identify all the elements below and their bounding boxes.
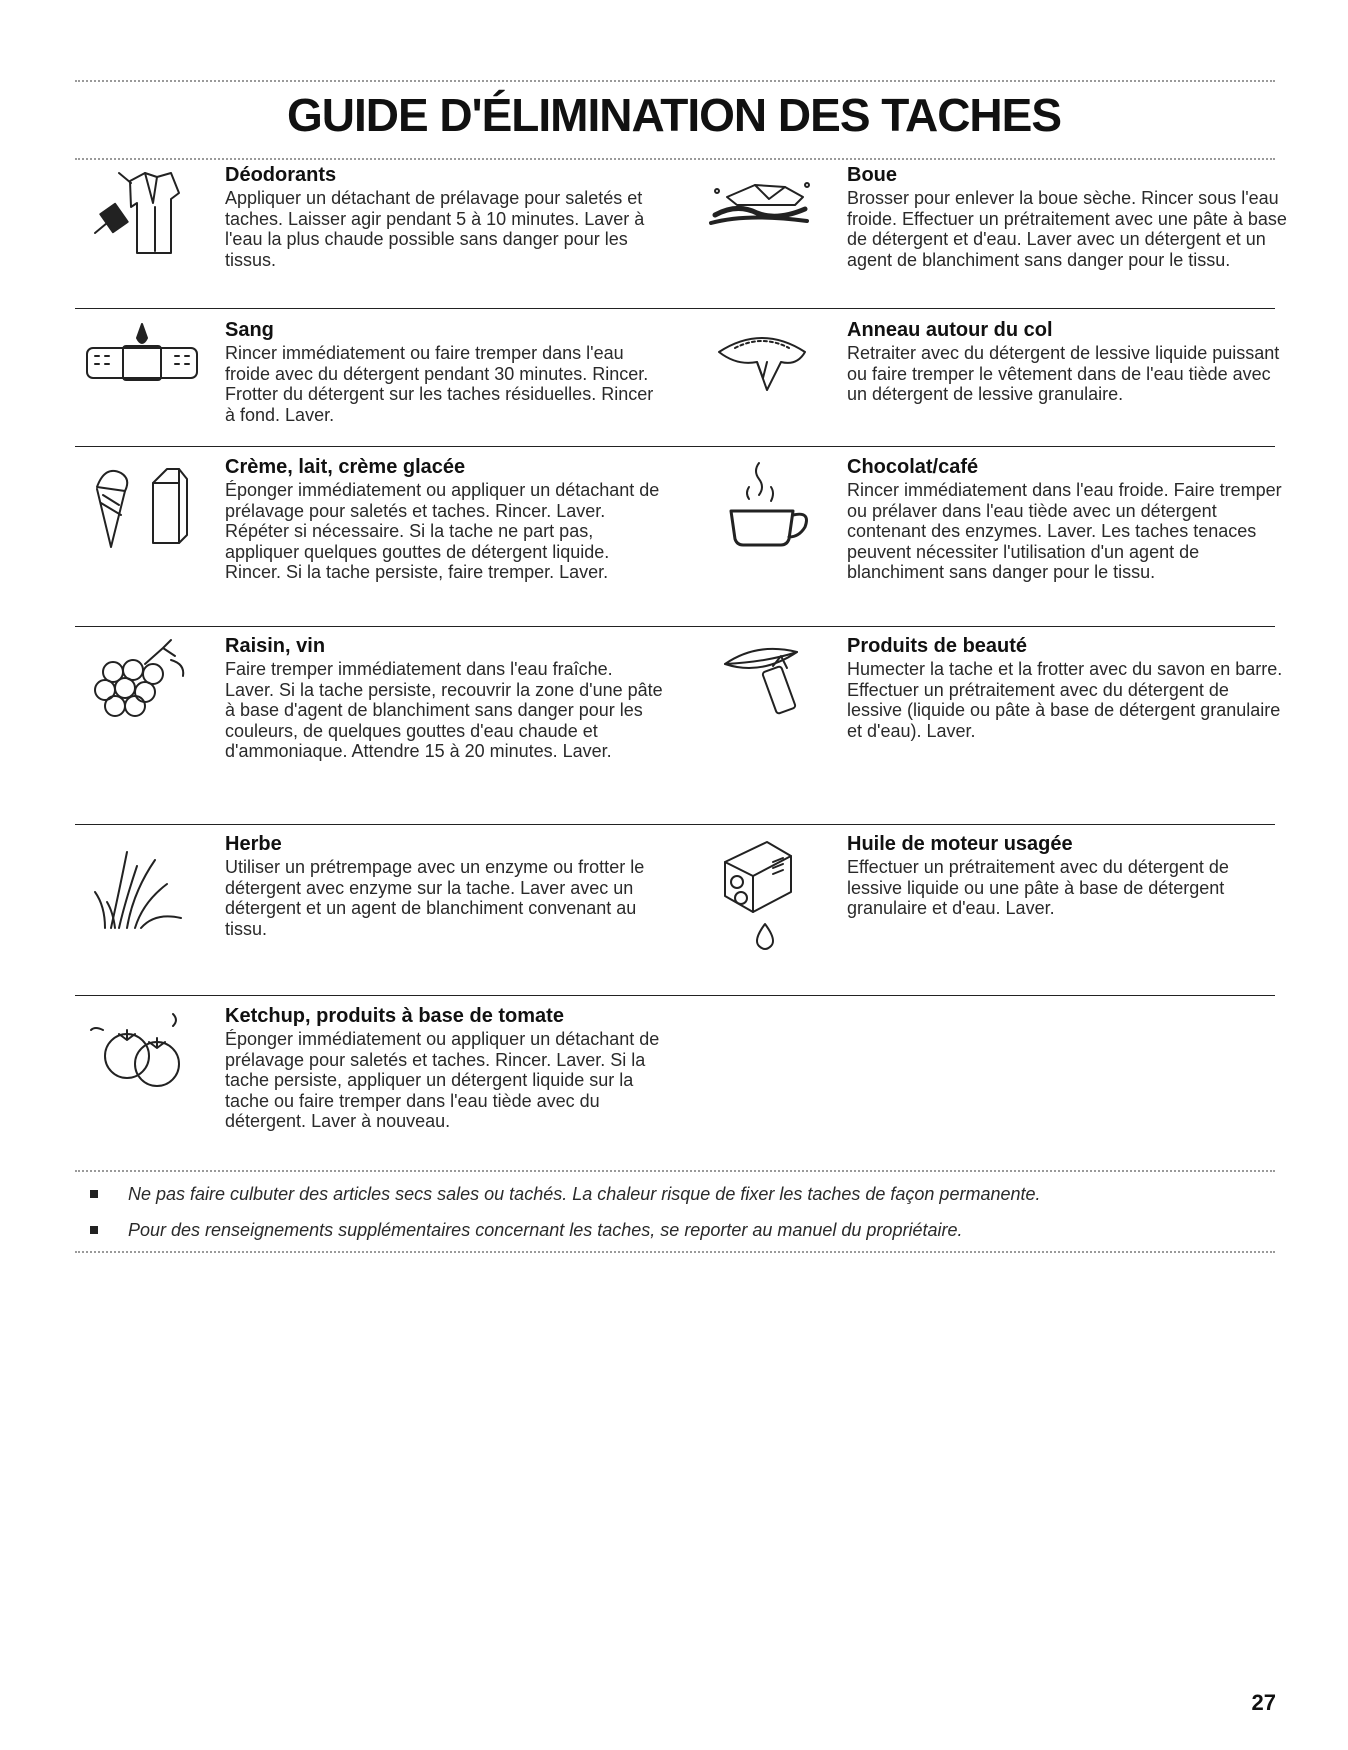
row-divider	[75, 308, 1275, 309]
entry-heading: Anneau autour du col	[847, 319, 1053, 341]
entry-description: Utiliser un prétrempage avec un enzyme ou frotter le détergent avec enzyme sur la tache. Laver avec un détergent et un agent de blanchiment convenant au tissu.	[225, 857, 645, 939]
entry-heading: Sang	[225, 319, 274, 341]
entry-description: Retraiter avec du détergent de lessive liquide puissant ou faire tremper le vêtement dans de l'eau tiède avec un détergent de lessive granulaire.	[847, 343, 1280, 404]
bandage-icon	[75, 318, 205, 438]
grapes-icon	[75, 634, 205, 754]
ice-cream-milk-icon	[75, 455, 205, 575]
entry-heading: Crème, lait, crème glacée	[225, 456, 466, 478]
notes-list	[90, 1183, 1270, 1255]
entry-heading: Herbe	[225, 833, 282, 855]
top-divider	[75, 80, 1275, 82]
note-text: Pour des renseignements supplémentaires concernant les taches, se reporter au manuel du propriétaire.	[128, 1220, 963, 1240]
row-divider	[75, 995, 1275, 996]
bottom-divider	[75, 1251, 1275, 1253]
entry-heading: Ketchup, produits à base de tomate	[225, 1005, 564, 1027]
bullet-icon	[90, 1226, 98, 1234]
tomatoes-icon	[75, 1004, 205, 1124]
collar-icon	[697, 318, 827, 438]
entry-description: Rincer immédiatement dans l'eau froide. Faire tremper ou prélaver dans l'eau tiède avec un détergent contenant des enzymes. Laver. Les taches tenaces peuvent nécessiter l'utilisation d'un agent de blanchiment sans danger pour le tissu.	[847, 480, 1282, 582]
row-divider	[75, 446, 1275, 447]
entry-heading: Produits de beauté	[847, 635, 1028, 657]
grass-icon	[75, 832, 205, 952]
entry-heading: Déodorants	[225, 164, 337, 186]
row-divider	[75, 626, 1275, 627]
entry-description: Humecter la tache et la frotter avec du savon en barre. Effectuer un prétraitement avec du détergent de lessive (liquide ou pâte à base de détergent granulaire et d'eau). Laver.	[847, 659, 1283, 741]
entry-heading: Chocolat/café	[847, 456, 979, 478]
notes-divider	[75, 1170, 1275, 1172]
entry-heading: Huile de moteur usagée	[847, 833, 1073, 855]
title-divider	[75, 158, 1275, 160]
entry-heading: Raisin, vin	[225, 635, 326, 657]
page-number: 27	[1251, 1690, 1276, 1715]
note-item	[90, 1183, 1270, 1205]
entry-description: Éponger immédiatement ou appliquer un détachant de prélavage pour saletés et taches. Rincer. Laver. Répéter si nécessaire. Si la tache ne part pas, appliquer quelques gouttes de détergent liquide. Rincer. Si la tache persiste, faire tremper. Laver.	[225, 480, 660, 582]
muddy-shirt-icon	[697, 163, 827, 283]
shirt-spray-icon	[75, 163, 205, 283]
row-divider	[75, 824, 1275, 825]
entry-description: Faire tremper immédiatement dans l'eau fraîche. Laver. Si la tache persiste, recouvrir la zone d'une pâte à base d'agent de blanchiment sans danger pour les couleurs, de quelques gouttes d'eau chaude et d'ammoniaque. Attendre 15 à 20 minutes. Laver.	[225, 659, 663, 761]
entry-description: Effectuer un prétraitement avec du détergent de lessive liquide ou une pâte à base de détergent granulaire et d'eau. Laver.	[847, 857, 1229, 918]
note-text: Ne pas faire culbuter des articles secs sales ou tachés. La chaleur risque de fixer les taches de façon permanente.	[128, 1184, 1041, 1204]
entry-heading: Boue	[847, 164, 897, 186]
page-title: GUIDE D'ÉLIMINATION DES TACHES	[286, 89, 1062, 141]
bullet-icon	[90, 1190, 98, 1198]
entry-description: Brosser pour enlever la boue sèche. Rincer sous l'eau froide. Effectuer un prétraitement avec une pâte à base de détergent et d'eau. Laver avec un détergent et un agent de blanchiment sans danger pour le tissu.	[847, 188, 1287, 270]
engine-oil-icon	[697, 832, 827, 952]
coffee-cup-icon	[697, 455, 827, 575]
lipstick-icon	[697, 634, 827, 754]
entry-description: Rincer immédiatement ou faire tremper dans l'eau froide avec du détergent pendant 30 minutes. Rincer. Frotter du détergent sur les taches résiduelles. Rincer à fond. Laver.	[225, 343, 654, 425]
note-item	[90, 1219, 1270, 1241]
entry-description: Appliquer un détachant de prélavage pour saletés et taches. Laisser agir pendant 5 à 10 minutes. Laver à l'eau la plus chaude possible sans danger pour les tissus.	[225, 188, 645, 270]
entry-description: Éponger immédiatement ou appliquer un détachant de prélavage pour saletés et taches. Rincer. Laver. Si la tache persiste, appliquer un détergent liquide sur la tache ou faire tremper dans l'eau tiède avec du détergent. Laver à nouveau.	[225, 1029, 660, 1131]
